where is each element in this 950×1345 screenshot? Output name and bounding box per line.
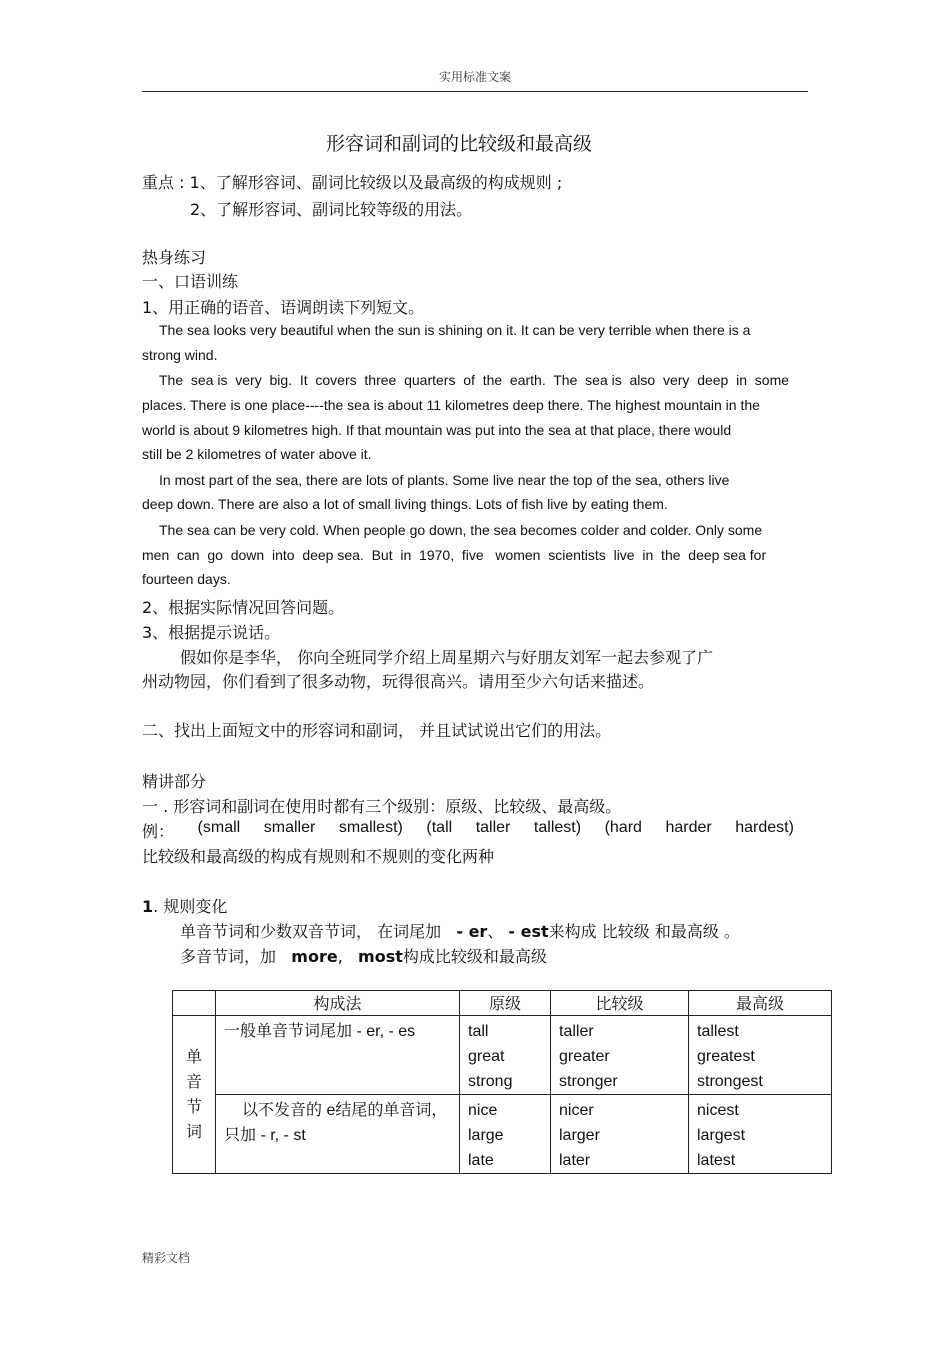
- rule-text: 一般单音节词尾加 - er, - es: [224, 1023, 416, 1040]
- word: late: [468, 1152, 494, 1169]
- example-word: (tall: [426, 819, 453, 836]
- comparison-table: [172, 990, 832, 1174]
- header-rule: [142, 91, 808, 92]
- word: taller: [559, 1023, 594, 1040]
- warmup-item-3: 3、根据提示说话。: [142, 623, 281, 642]
- table-header-positive: 原级: [460, 991, 551, 1016]
- table-header-rule: 构成法: [216, 991, 460, 1016]
- passage-line: strong wind.: [142, 347, 218, 363]
- example-word: tallest): [533, 819, 582, 836]
- word: greatest: [697, 1048, 755, 1065]
- warmup-oral-training: 一、口语训练: [142, 272, 239, 291]
- table-cell-positive: [460, 1016, 551, 1095]
- rule-line: 比较级和最高级的构成有规则和不规则的变化两种: [142, 847, 495, 866]
- table-header-blank: [173, 991, 216, 1016]
- speaking-prompt-line-2: 州动物园，你们看到了很多动物，玩得很高兴。请用至少六句话来描述。: [142, 672, 655, 691]
- word: strongest: [697, 1073, 763, 1090]
- word: tall: [468, 1023, 489, 1040]
- table-header-row: [173, 991, 832, 1016]
- word: nicest: [697, 1102, 739, 1119]
- example-word: (small: [197, 819, 241, 836]
- rule-text: 多音节词，加: [180, 947, 277, 966]
- page-header: 实用标准文案: [438, 70, 511, 84]
- passage-line: The sea can be very cold. When people go down, the sea becomes colder and colder. Only some: [159, 522, 763, 538]
- rule-text: 以不发音的 e结尾的单音词，只加 - r, - st: [224, 1102, 448, 1144]
- lecture-point-1: 一 . 形容词和副词在使用时都有三个级别：原级、比较级、最高级。: [142, 797, 622, 816]
- word: nice: [468, 1102, 498, 1119]
- lecture-heading: 精讲部分: [142, 772, 207, 791]
- rule-text: 单音节词和少数双音节词， 在词尾加: [180, 922, 442, 941]
- table-header-superlative: 最高级: [689, 991, 832, 1016]
- example-label: 例：: [142, 824, 175, 841]
- warmup-item-2: 2、根据实际情况回答问题。: [142, 598, 345, 617]
- table-cell-superlative: [689, 1095, 832, 1174]
- passage-line: still be 2 kilometres of water above it.: [142, 446, 372, 462]
- word: tallest: [697, 1023, 739, 1040]
- rule-text: 构成比较级和最高级: [402, 947, 547, 966]
- example-word: taller: [475, 819, 511, 836]
- passage-line: deep down. There are also a lot of small living things. Lots of fish live by eating them.: [142, 496, 668, 512]
- table-cell-positive: [460, 1095, 551, 1174]
- table-header-comparative: 比较级: [551, 991, 689, 1016]
- side-char: 单: [185, 1048, 202, 1066]
- word: greater: [559, 1048, 610, 1065]
- table-row: [173, 1016, 832, 1095]
- page-footer: 精彩文档: [142, 1251, 191, 1265]
- word: stronger: [559, 1073, 618, 1090]
- table-cell-comparative: [551, 1095, 689, 1174]
- side-char: 音: [185, 1073, 202, 1091]
- side-char: 词: [185, 1123, 202, 1141]
- passage-line: places. There is one place----the sea is about 11 kilometres deep there. The highest mountain in the: [142, 397, 760, 413]
- key-point-2: 2、了解形容词、副词比较等级的用法。: [190, 200, 473, 219]
- separator: ,: [337, 947, 343, 966]
- key-point-1: 重点 : 1、了解形容词、副词比较级以及最高级的构成规则 ;: [142, 173, 563, 192]
- separator: 、: [487, 922, 504, 941]
- regular-rule-line-1: [180, 919, 740, 942]
- word-more: more: [291, 947, 338, 966]
- example-line: [142, 819, 794, 842]
- example-word: smaller: [263, 819, 316, 836]
- example-word: hardest): [735, 819, 794, 836]
- table-row: [173, 1095, 832, 1174]
- regular-change-title: . 规则变化: [153, 897, 228, 916]
- warmup-item-1: 1、用正确的语音、语调朗读下列短文。: [142, 298, 425, 317]
- word: strong: [468, 1073, 513, 1090]
- word: largest: [697, 1127, 746, 1144]
- regular-rule-line-2: [180, 944, 547, 967]
- regular-change-heading: [142, 894, 227, 917]
- example-word: (hard: [604, 819, 642, 836]
- passage-line: The sea is very big. It covers three quarters of the earth. The sea is also very deep in some: [159, 372, 790, 388]
- word: larger: [559, 1127, 600, 1144]
- word: later: [559, 1152, 591, 1169]
- table-cell-rule: [216, 1095, 460, 1174]
- example-word: harder: [665, 819, 712, 836]
- table-cell-comparative: [551, 1016, 689, 1095]
- word: great: [468, 1048, 505, 1065]
- table-cell-rule: [216, 1016, 460, 1095]
- passage-line: men can go down into deep sea. But in 1970, five women scientists live in the deep sea for: [142, 547, 767, 563]
- word: latest: [697, 1152, 736, 1169]
- suffix-er: - er: [456, 922, 488, 941]
- example-word: smallest): [338, 819, 403, 836]
- speaking-prompt-line-1: 假如你是李华， 你向全班同学介绍上周星期六与好朋友刘军一起去参观了广: [180, 648, 714, 667]
- passage-line: The sea looks very beautiful when the sun is shining on it. It can be very terrible when there is a: [159, 322, 751, 338]
- passage-line: fourteen days.: [142, 571, 231, 587]
- table-cell-superlative: [689, 1016, 832, 1095]
- warmup-find-adjectives: 二、找出上面短文中的形容词和副词， 并且试试说出它们的用法。: [142, 721, 612, 740]
- rule-text: 来构成 比较级 和最高级 。: [548, 922, 740, 941]
- word: nicer: [559, 1102, 594, 1119]
- side-char: 节: [185, 1098, 202, 1116]
- passage-line: In most part of the sea, there are lots of plants. Some live near the top of the sea, others live: [159, 472, 730, 488]
- document-title: 形容词和副词的比较级和最高级: [325, 133, 592, 155]
- table-side-label: [173, 1016, 216, 1174]
- passage-line: world is about 9 kilometres high. If that mountain was put into the sea at that place, there would: [142, 422, 732, 438]
- warmup-heading: 热身练习: [142, 248, 207, 267]
- word-most: most: [358, 947, 403, 966]
- word: large: [468, 1127, 504, 1144]
- suffix-est: - est: [508, 922, 549, 941]
- regular-change-number: 1: [142, 897, 154, 916]
